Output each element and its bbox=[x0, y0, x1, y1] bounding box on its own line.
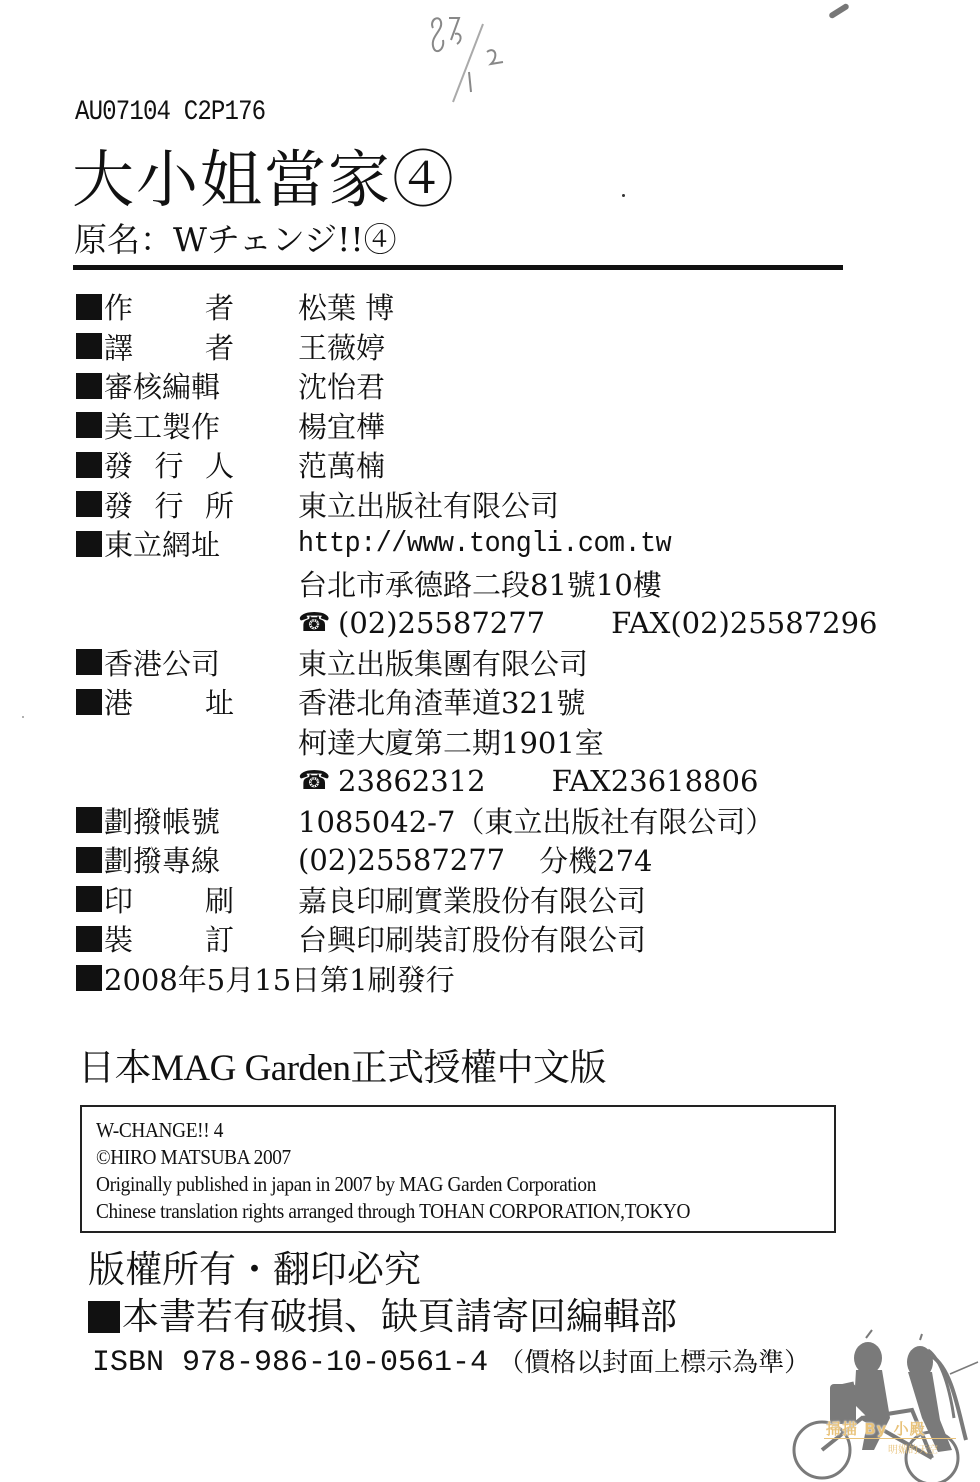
publisher-person-value: 范萬楠 bbox=[298, 449, 386, 484]
watermark-subtitle: 明媚的天空 bbox=[888, 1445, 938, 1456]
bicycle-silhouette-icon bbox=[782, 1300, 980, 1482]
square-bullet-icon bbox=[76, 333, 102, 359]
copyright-line: ©HIRO MATSUBA 2007 bbox=[96, 1145, 291, 1169]
square-bullet-icon bbox=[76, 294, 102, 320]
info-label: 印 刷 bbox=[104, 883, 234, 918]
hk-fax: FAX23618806 bbox=[551, 763, 759, 798]
info-label: 發 行 人 bbox=[104, 449, 234, 484]
art-value: 楊宜樺 bbox=[298, 409, 386, 444]
info-label: 劃撥帳號 bbox=[104, 804, 221, 839]
square-bullet-icon bbox=[76, 412, 102, 438]
square-bullet-icon bbox=[76, 373, 102, 399]
website-url[interactable]: http://www.tongli.com.tw bbox=[298, 527, 672, 561]
hk-phone: 23862312 bbox=[338, 763, 486, 798]
info-label: 譯 者 bbox=[104, 330, 234, 365]
watermark-underline bbox=[824, 1438, 956, 1439]
isbn-number: 978-986-10-0561-4 bbox=[182, 1346, 489, 1380]
info-row-editor bbox=[76, 366, 876, 406]
info-row-publisher bbox=[76, 485, 876, 525]
info-row-transfer-line bbox=[76, 840, 876, 880]
damaged-notice bbox=[88, 1294, 677, 1340]
info-row-transfer-account bbox=[76, 801, 876, 841]
info-label: 發 行 所 bbox=[104, 488, 234, 523]
book-code: AU07104 C2P176 bbox=[75, 97, 266, 128]
info-row-publisher-person bbox=[76, 445, 876, 485]
transfer-line-ext: 分機274 bbox=[539, 844, 653, 879]
book-title: 大小姐當家④ bbox=[72, 143, 457, 216]
speck bbox=[622, 194, 625, 197]
transfer-account-value: 1085042-7（東立出版社有限公司） bbox=[298, 804, 775, 839]
translator-value: 王薇婷 bbox=[298, 330, 386, 365]
isbn-label: ISBN bbox=[92, 1346, 165, 1380]
info-row-hk-address bbox=[76, 682, 876, 722]
info-label: 香港公司 bbox=[104, 646, 221, 681]
info-row-website bbox=[76, 524, 876, 564]
rights-notice: 版權所有・翻印必究 bbox=[88, 1248, 421, 1291]
square-bullet-icon bbox=[76, 886, 102, 912]
square-bullet-icon bbox=[76, 847, 102, 873]
editor-value: 沈怡君 bbox=[298, 370, 386, 405]
square-bullet-icon bbox=[76, 531, 102, 557]
speck bbox=[22, 716, 24, 718]
square-bullet-icon bbox=[76, 689, 102, 715]
info-row-phone bbox=[76, 603, 876, 643]
square-bullet-icon bbox=[76, 807, 102, 833]
info-row-first-print bbox=[76, 959, 876, 999]
info-row-art bbox=[76, 406, 876, 446]
damaged-notice-text: 本書若有破損、缺頁請寄回編輯部 bbox=[122, 1295, 677, 1338]
title-divider bbox=[73, 265, 843, 270]
square-bullet-icon bbox=[76, 452, 102, 478]
hk-company-value: 東立出版集團有限公司 bbox=[298, 646, 589, 681]
pen-mark bbox=[828, 3, 850, 20]
printing-value: 嘉良印刷實業股份有限公司 bbox=[298, 883, 647, 918]
binding-value: 台興印刷裝訂股份有限公司 bbox=[298, 923, 647, 958]
isbn-line bbox=[92, 1344, 810, 1382]
publisher-phone: (02)25587277 bbox=[338, 605, 546, 640]
copyright-line: Originally published in japan in 2007 by MAG Garden Corporation bbox=[96, 1172, 596, 1196]
hk-address-line2: 柯達大廈第二期1901室 bbox=[298, 725, 604, 760]
info-label: 作 者 bbox=[104, 291, 234, 326]
publication-info bbox=[76, 287, 876, 998]
square-bullet-icon bbox=[88, 1301, 120, 1333]
info-row-translator bbox=[76, 327, 876, 367]
price-note: （價格以封面上標示為準） bbox=[498, 1348, 811, 1378]
license-title: 日本MAG Garden正式授權中文版 bbox=[78, 1048, 606, 1089]
telephone-icon: ☎ bbox=[298, 607, 331, 638]
info-row-printing bbox=[76, 880, 876, 920]
info-label: 港 址 bbox=[104, 686, 234, 721]
first-print-date: 2008年5月15日第1刷發行 bbox=[104, 962, 455, 997]
copyright-box bbox=[80, 1105, 836, 1233]
info-row-address bbox=[76, 564, 876, 604]
square-bullet-icon bbox=[76, 926, 102, 952]
square-bullet-icon bbox=[76, 649, 102, 675]
square-bullet-icon bbox=[76, 965, 102, 991]
info-row-author bbox=[76, 287, 876, 327]
hk-address-line1: 香港北角渣華道321號 bbox=[298, 686, 586, 721]
copyright-line: Chinese translation rights arranged through TOHAN CORPORATION,TOKYO bbox=[96, 1199, 691, 1223]
info-label: 美工製作 bbox=[104, 409, 221, 444]
transfer-line-phone: (02)25587277 bbox=[298, 842, 506, 877]
scanner-watermark: 掃描 By 小殿 bbox=[826, 1420, 926, 1438]
telephone-icon: ☎ bbox=[298, 765, 331, 796]
info-label: 裝 訂 bbox=[104, 923, 234, 958]
info-label: 東立網址 bbox=[104, 528, 221, 563]
author-value: 松葉 博 bbox=[298, 291, 395, 326]
info-label: 審核編輯 bbox=[104, 370, 221, 405]
square-bullet-icon bbox=[76, 491, 102, 517]
info-row-binding bbox=[76, 919, 876, 959]
handwritten-note bbox=[425, 10, 535, 105]
info-row-hk-company bbox=[76, 643, 876, 683]
publisher-address: 台北市承德路二段81號10樓 bbox=[298, 567, 662, 602]
info-row-hk-phone bbox=[76, 761, 876, 801]
info-label: 劃撥專線 bbox=[104, 844, 221, 879]
publisher-value: 東立出版社有限公司 bbox=[298, 488, 560, 523]
publisher-fax: FAX(02)25587296 bbox=[611, 605, 878, 640]
original-title: 原名：Wチェンジ!!④ bbox=[74, 220, 397, 259]
copyright-line: W-CHANGE!! 4 bbox=[96, 1118, 224, 1142]
info-row-hk-address-2 bbox=[76, 722, 876, 762]
